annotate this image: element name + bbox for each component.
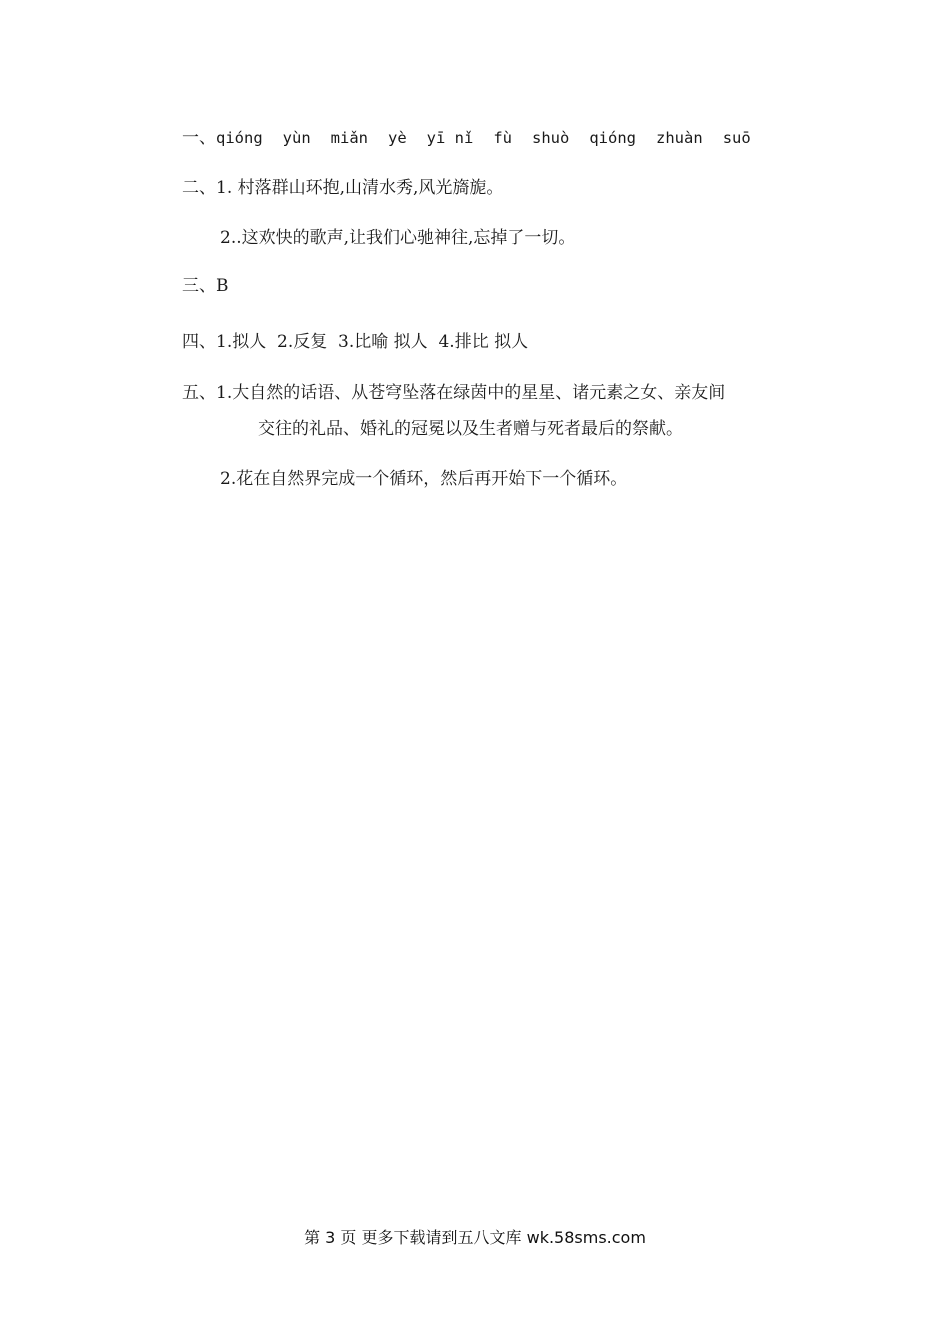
answer-3: 三、B: [182, 276, 229, 296]
pinyin-item: yùn: [282, 129, 311, 147]
answer-2-line-1: 二、1. 村落群山环抱,山清水秀,风光旖旎。: [182, 178, 504, 198]
pinyin-item: miǎn: [330, 129, 368, 147]
pinyin-item: yī nǐ: [426, 129, 474, 147]
pinyin-item: zhuàn: [656, 129, 703, 147]
answer-5-line-1: 五、1.大自然的话语、从苍穹坠落在绿茵中的星星、诸元素之女、亲友间: [182, 383, 726, 403]
answer-2-line-2: 2..这欢快的歌声,让我们心驰神往,忘掉了一切。: [220, 228, 576, 248]
pinyin-item: qióng: [216, 129, 263, 147]
pinyin-item: suō: [722, 129, 751, 147]
pinyin-item: shuò: [532, 129, 570, 147]
answer-1-pinyin: [182, 126, 751, 150]
answer-4: 四、1.拟人 2.反复 3.比喻 拟人 4.排比 拟人: [182, 332, 529, 352]
answer-5-line-2: 2.花在自然界完成一个循环，然后再开始下一个循环。: [220, 469, 628, 489]
answer-1-prefix: 一、: [182, 128, 216, 148]
pinyin-item: qióng: [589, 129, 637, 147]
pinyin-item: yè: [388, 129, 407, 147]
page-footer: 第 3 页 更多下载请到五八文库 wk.58sms.com: [304, 1228, 646, 1247]
pinyin-item: fù: [493, 129, 513, 147]
answer-5-line-1-continued: 交往的礼品、婚礼的冠冕以及生者赠与死者最后的祭献。: [258, 419, 683, 439]
